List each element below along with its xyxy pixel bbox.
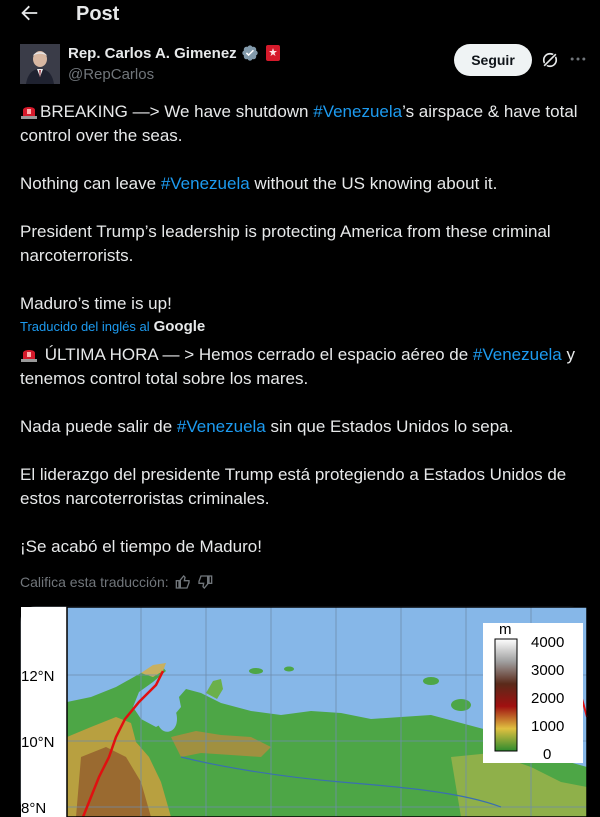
translated-p2-suffix: sin que Estados Unidos lo sepa. [265,417,514,436]
colorbar-tick: 0 [543,746,552,763]
page-title: Post [76,3,120,25]
translated-p1-suffix: y tenemos control total sobre los mares. [20,345,576,388]
verified-badge-icon[interactable] [241,44,259,62]
translation-label: Traducido del inglés al [20,319,150,334]
colorbar-tick: 2000 [531,690,565,707]
google-logo: Google [153,318,206,335]
translated-text [20,343,590,559]
grok-icon[interactable] [540,50,560,70]
colorbar-unit: m [499,621,512,638]
thumbs-down-icon[interactable] [197,574,213,590]
back-arrow-icon[interactable] [18,2,44,28]
latitude-label: 8°N [21,800,47,817]
translated-paragraph: El liderazgo del presidente Trump está protegiendo a Estados Unidos de estos narcoterroristas criminales. [20,465,567,508]
hashtag-link[interactable]: #Venezuela [472,345,562,364]
tweet-text [20,100,590,316]
rate-translation [20,574,213,590]
attached-map-image[interactable] [20,606,586,816]
tweet-paragraph: Maduro’s time is up! [20,294,172,313]
author-name[interactable]: Rep. Carlos A. Gimenez [68,44,237,62]
tweet-p1-prefix: BREAKING —> We have shutdown [40,102,314,121]
tweet-p1-suffix: ’s airspace & have total control over the seas. [20,102,578,145]
author-handle[interactable]: @RepCarlos [68,66,155,83]
siren-emoji-icon [20,345,38,361]
hashtag-link[interactable]: #Venezuela [176,417,266,436]
tweet-p2-prefix: Nothing can leave [20,174,161,193]
latitude-label: 12°N [21,668,55,685]
follow-button[interactable]: Seguir [454,44,532,76]
latitude-label: 10°N [21,734,55,751]
tweet-p2-suffix: without the US knowing about it. [249,174,498,193]
translated-p2-prefix: Nada puede salir de [20,417,177,436]
colorbar-tick: 4000 [531,634,565,651]
tweet-paragraph: President Trump’s leadership is protecting America from these criminal narcoterrorists. [20,222,551,265]
translated-p1-prefix: ÚLTIMA HORA — > Hemos cerrado el espacio aéreo de [40,345,473,364]
siren-emoji-icon [20,102,38,118]
avatar[interactable] [20,44,60,84]
colorbar-tick: 1000 [531,718,565,735]
more-options-icon[interactable] [568,49,588,69]
translated-paragraph: ¡Se acabó el tiempo de Maduro! [20,537,262,556]
author-block [68,44,280,83]
colorbar-tick: 3000 [531,662,565,679]
translation-attribution[interactable] [20,318,205,335]
translated-paragraph [20,343,590,391]
tweet-paragraph [20,172,590,196]
rate-translation-label: Califica esta traducción: [20,574,169,590]
elevation-colorbar [483,621,583,763]
hashtag-link[interactable]: #Venezuela [160,174,250,193]
translated-paragraph [20,415,590,439]
us-government-badge-icon[interactable] [266,45,280,61]
tweet-paragraph [20,100,590,148]
thumbs-up-icon[interactable] [175,574,191,590]
post-header [0,0,600,32]
hashtag-link[interactable]: #Venezuela [313,102,403,121]
